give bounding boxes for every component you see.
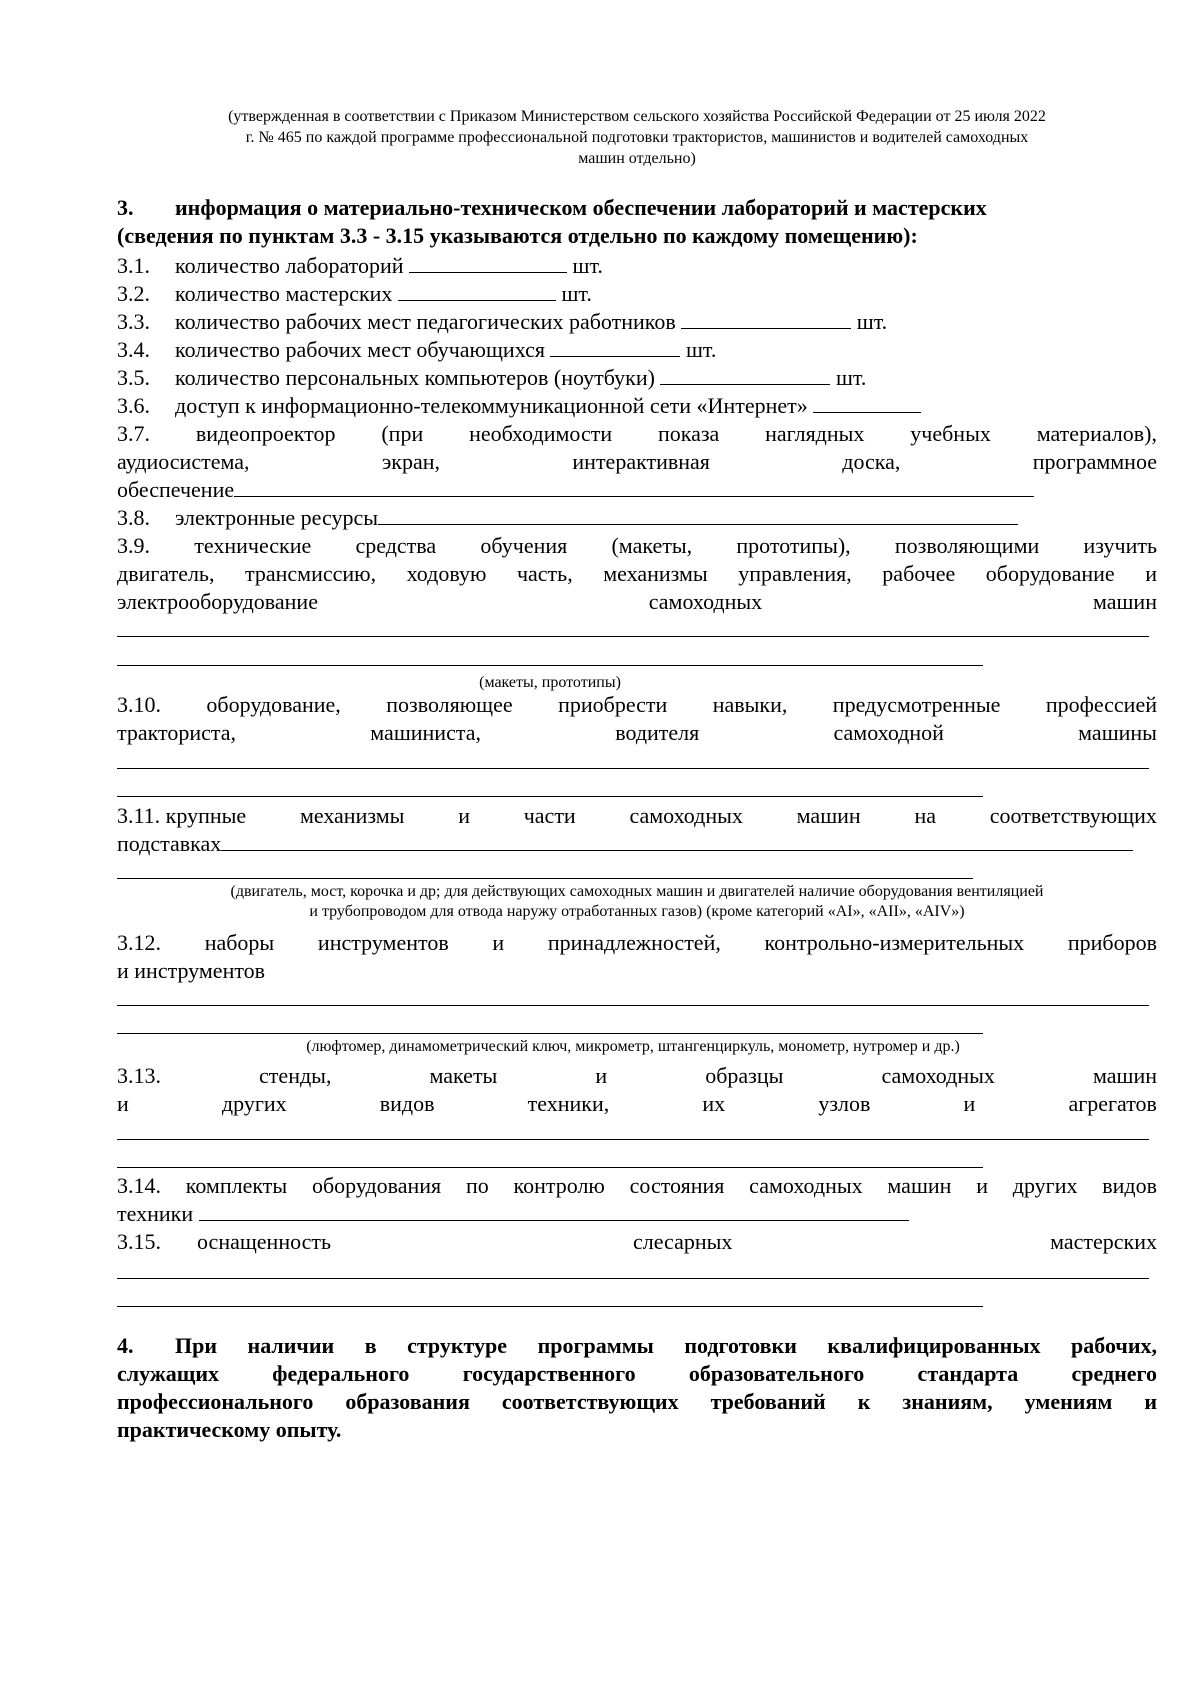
item-3-8-label: электронные ресурсы: [175, 505, 378, 530]
item-3-2-label: количество мастерских: [175, 281, 393, 306]
item-3-1: [117, 251, 1157, 281]
item-3-5-label: количество персональных компьютеров (ноутбуки): [175, 365, 655, 390]
item-3-15-field-2[interactable]: [117, 1306, 983, 1307]
item-3-15-field-1[interactable]: [117, 1278, 1149, 1279]
item-3-14-line-1: 3.14. комплекты оборудования по контролю состояния самоходных машин и других видов: [117, 1173, 1157, 1198]
item-3-9-field-1[interactable]: [117, 636, 1149, 637]
item-3-12-line-1: 3.12. наборы инструментов и принадлежностей, контрольно-измерительных приборов: [117, 930, 1157, 955]
section-4-line-1: 4. При наличии в структуре программы подготовки квалифицированных рабочих,: [117, 1331, 1157, 1361]
item-3-6-label: доступ к информационно-телекоммуникационной сети «Интернет»: [175, 393, 808, 418]
item-3-13-field-2[interactable]: [117, 1167, 983, 1168]
item-3-11-stands-label: подставках: [117, 831, 222, 856]
item-3-11-note-1: (двигатель, мост, корочка и др; для действующих самоходных машин и двигателей наличие оборудования вентиляцией: [230, 883, 1044, 900]
document-page: (утвержденная в соответствии с Приказом Министерством сельского хозяйства Российской Федерации от 25 июля 2022 г. № 465 по каждой программе профессиональной подготовки трактористов, машинистов и водителей самоходных машин отдельно) 3. информация о материально-техническом обеспечении лабораторий и мастерских (сведения по пунктам 3.3 - 3.15 указываются отдельно по каждому помещению): 3.1. количество лабораторий шт. 3.2. количество мастерских шт. 3.3. количество рабочих мест педагогических работников шт. 3.4. количество рабочих мест обучающихся шт. 3.5. количество персональных компьютеров (ноутбуки) шт. 3.6. доступ к информационно-телекоммуникационной сети «Интернет» 3.7. видеопроектор (при необходимости показа наглядных учебных материалов), аудиосистема, экран, интерактивная доска, программное обеспечение 3.8. электронные ресурсы 3.9. технические средства обучения (макеты, прототипы), позволяющими изучить двигатель, трансмиссию, ходовую часть, механизмы управления, рабочее оборудование и электрооборудование самоходных машин (макеты, прототипы) 3.10. оборудование, позволяющее приобрести навыки, предусмотренные профессией тракториста, машиниста, водителя самоходной машины 3.11. крупные механизмы и части самоходных машин на соответствующих подставках (двигатель, мост, корочка и др; для действующих самоходных машин и двигателей наличие оборудования вентиляцией и трубопроводом для отвода наружу отработанных газов) (кроме категорий «AI», «AII», «AIV») 3.12. наборы инструментов и принадлежностей, контрольно-измерительных приборов и инструментов (люфтомер, динамометрический ключ, микрометр, штангенциркуль, монометр, нутромер и др.) 3.13. стенды, макеты и образцы самоходных машин и других видов техники, их узлов и агрегатов 3.14. комплекты оборудования по контролю состояния самоходных машин и других видов техники 3.15. оснащенность слесарных мастерских 4. При наличии в структуре программы подготовки квалифицированных рабочих, служащих федерального государственного образовательного стандарта среднего профессионального образования соответствующих требований к знаниям, умениям и практическому опыту.: [0, 0, 1200, 1697]
header-note-line-3: машин отдельно): [578, 150, 696, 167]
item-3-1-unit: шт.: [572, 253, 603, 278]
item-3-6-field[interactable]: [813, 392, 921, 413]
item-3-10-field-1[interactable]: [117, 768, 1149, 769]
item-3-4-unit: шт.: [685, 337, 717, 362]
item-3-11-field-2[interactable]: [117, 878, 973, 879]
item-3-7-line-3: [117, 475, 1157, 505]
item-3-3-label: количество рабочих мест педагогических работников: [175, 309, 676, 334]
item-3-14-technics-label: техники: [117, 1201, 194, 1226]
item-3-2: [117, 279, 1157, 309]
item-3-4-label: количество рабочих мест обучающихся: [175, 337, 545, 362]
section-3-heading: [117, 193, 1157, 223]
item-3-12-field-1[interactable]: [117, 1005, 1149, 1006]
item-3-3: [117, 307, 1157, 337]
item-3-14-line-2: [117, 1199, 1157, 1229]
item-3-5-unit: шт.: [835, 365, 867, 390]
item-3-1-number: 3.1.: [117, 253, 150, 278]
item-3-8-field[interactable]: [378, 504, 1018, 525]
header-note-line-2: г. № 465 по каждой программе профессиональной подготовки трактористов, машинистов и водителей самоходных: [245, 129, 1029, 146]
item-3-9-line-1: 3.9. технические средства обучения (макеты, прототипы), позволяющими изучить: [117, 533, 1157, 558]
section-4-number: 4.: [117, 1333, 134, 1358]
item-3-5-field[interactable]: [660, 364, 830, 385]
item-3-5-number: 3.5.: [117, 365, 150, 390]
item-3-13-line-2: и других видов техники, их узлов и агрегатов: [117, 1091, 1157, 1116]
item-3-14-field[interactable]: [199, 1200, 909, 1221]
section-3-number: 3.: [117, 195, 134, 220]
item-3-1-label: количество лабораторий: [175, 253, 404, 278]
item-3-3-field[interactable]: [681, 308, 851, 329]
item-3-13-line-1: 3.13. стенды, макеты и образцы самоходных машин: [117, 1063, 1157, 1088]
item-3-4: [117, 335, 1157, 365]
item-3-7-field[interactable]: [234, 476, 1034, 497]
item-3-12-field-2[interactable]: [117, 1033, 983, 1034]
item-3-13-field-1[interactable]: [117, 1139, 1149, 1140]
item-3-9-note: (макеты, прототипы): [479, 674, 621, 691]
item-3-2-field[interactable]: [398, 280, 556, 301]
item-3-11-line-2: [117, 829, 1157, 859]
section-4-line-3: профессионального образования соответствующих требований к знаниям, умениям и: [117, 1389, 1157, 1414]
item-3-10-field-2[interactable]: [117, 796, 983, 797]
item-3-4-field[interactable]: [550, 336, 680, 357]
item-3-2-unit: шт.: [561, 281, 592, 306]
item-3-1-field[interactable]: [409, 252, 567, 273]
item-3-6: [117, 391, 1157, 421]
item-3-7-line-1: 3.7. видеопроектор (при необходимости показа наглядных учебных материалов),: [117, 421, 1157, 446]
section-4-line-4: практическому опыту.: [117, 1417, 342, 1442]
item-3-8: [117, 503, 1157, 533]
item-3-5: [117, 363, 1157, 393]
item-3-8-number: 3.8.: [117, 505, 150, 530]
item-3-11-note-2: и трубопроводом для отвода наружу отработанных газов) (кроме категорий «AI», «AII», «AIV»): [309, 903, 965, 920]
header-note-line-1: (утвержденная в соответствии с Приказом Министерством сельского хозяйства Российской Федерации от 25 июля 2022: [228, 108, 1046, 125]
item-3-10-line-2: тракториста, машиниста, водителя самоходной машины: [117, 720, 1157, 745]
item-3-3-unit: шт.: [856, 309, 888, 334]
item-3-10-line-1: 3.10. оборудование, позволяющее приобрести навыки, предусмотренные профессией: [117, 692, 1157, 717]
item-3-11-field-1[interactable]: [221, 830, 1133, 851]
item-3-3-number: 3.3.: [117, 309, 150, 334]
item-3-7-line-2: аудиосистема, экран, интерактивная доска, программное: [117, 449, 1157, 474]
item-3-12-line-2: и инструментов: [117, 958, 266, 983]
item-3-11-line-1: 3.11. крупные механизмы и части самоходных машин на соответствующих: [117, 803, 1157, 828]
section-3-title-line-1: информация о материально-техническом обеспечении лабораторий и мастерских: [175, 195, 987, 220]
section-3-title-line-2: (сведения по пунктам 3.3 - 3.15 указываются отдельно по каждому помещению):: [117, 223, 918, 248]
item-3-9-line-2: двигатель, трансмиссию, ходовую часть, механизмы управления, рабочее оборудование и: [117, 561, 1157, 586]
item-3-4-number: 3.4.: [117, 337, 150, 362]
item-3-6-number: 3.6.: [117, 393, 150, 418]
item-3-2-number: 3.2.: [117, 281, 150, 306]
item-3-9-field-2[interactable]: [117, 665, 983, 666]
item-3-12-note: (люфтомер, динамометрический ключ, микрометр, штангенциркуль, монометр, нутромер и др.): [306, 1038, 960, 1055]
item-3-9-line-3: электрооборудование самоходных машин: [117, 589, 1157, 614]
item-3-7-software-label: обеспечение: [117, 477, 235, 502]
section-4-line-2: служащих федерального государственного образовательного стандарта среднего: [117, 1361, 1157, 1386]
